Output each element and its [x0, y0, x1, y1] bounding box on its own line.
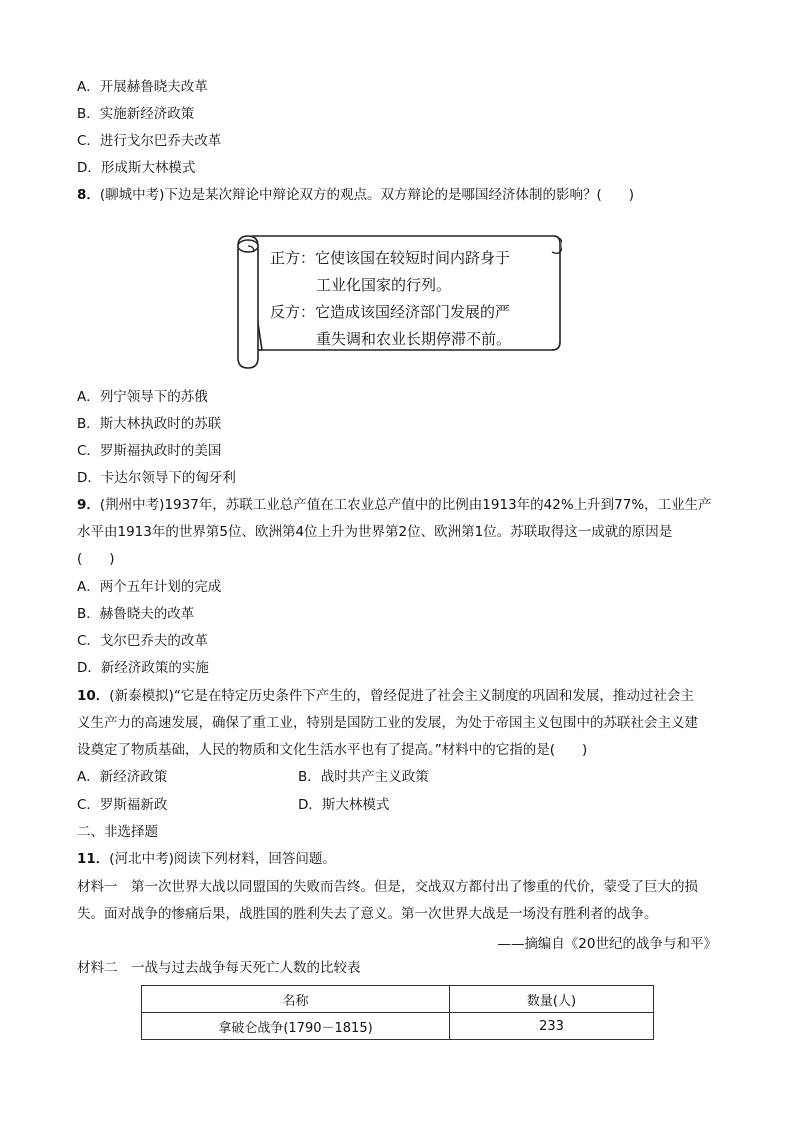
q7-option-c: C．进行戈尔巴乔夫改革	[77, 133, 222, 149]
q9-option-c: C．戈尔巴乔夫的改革	[77, 633, 208, 649]
table-cell-name: 拿破仑战争(1790－1815)	[142, 1013, 450, 1040]
q11-number: 11．	[77, 851, 110, 867]
material1-line-2: 失。面对战争的惨痛后果，战胜国的胜利失去了意义。第一次世界大战是一场没有胜利者的战争。	[77, 906, 658, 922]
q11-stem: (河北中考)阅读下列材料，回答问题。	[109, 851, 336, 867]
q8-option-d: D．卡达尔领导下的匈牙利	[77, 470, 236, 486]
casualty-comparison-table	[141, 985, 654, 1040]
q11-stem-line	[77, 850, 336, 868]
q9-option-b: B．赫鲁晓夫的改革	[77, 606, 195, 622]
q10-number: 10．	[77, 688, 110, 704]
q8-option-a: A．列宁领导下的苏俄	[77, 389, 208, 405]
q7-option-a: A．开展赫鲁晓夫改革	[77, 79, 208, 95]
material1-line-1: 材料一 第一次世界大战以同盟国的失败而告终。但是，交战双方都付出了惨重的代价，蒙受了巨大的损	[77, 879, 698, 895]
q8-stem-line	[77, 186, 634, 204]
q10-stem-line-3: 设奠定了物质基础，人民的物质和文化生活水平也有了提高。”材料中的它指的是( )	[77, 742, 588, 758]
q7-option-d: D．形成斯大林模式	[77, 160, 196, 176]
q9-stem-line-1	[77, 496, 712, 514]
q9-option-a: A．两个五年计划的完成	[77, 579, 222, 595]
q9-stem-line-2: 水平由1913年的世界第5位、欧洲第4位上升为世界第2位、欧洲第1位。苏联取得这一成就的原因是	[77, 524, 673, 540]
scroll-pro-line-1: 正方：它使该国在较短时间内跻身于	[270, 249, 511, 267]
q8-option-c: C．罗斯福执政时的美国	[77, 443, 222, 459]
q9-number: 9．	[77, 497, 100, 513]
q10-stem-line-1	[77, 687, 694, 705]
q10-option-d: D．斯大林模式	[298, 797, 390, 813]
material2-title: 材料二 一战与过去战争每天死亡人数的比较表	[77, 960, 361, 976]
table-row	[142, 1013, 654, 1040]
debate-scroll	[232, 232, 562, 372]
table-header-row	[142, 986, 654, 1013]
scroll-con-line-1: 反方：它造成该国经济部门发展的严	[270, 303, 511, 321]
q9-stem-1: (荆州中考)1937年，苏联工业总产值在工农业总产值中的比例由1913年的42%上升到77%，工业生产	[99, 497, 712, 513]
q10-option-b: B．战时共产主义政策	[298, 769, 429, 785]
material1-source: ——摘编自《20世纪的战争与和平》	[497, 936, 717, 952]
table-header-count: 数量(人)	[450, 986, 654, 1013]
q7-option-b: B．实施新经济政策	[77, 106, 195, 122]
q8-option-b: B．斯大林执政时的苏联	[77, 416, 222, 432]
q8-stem: (聊城中考)下边是某次辩论中辩论双方的观点。双方辩论的是哪国经济体制的影响？( )	[99, 187, 634, 203]
q10-option-c: C．罗斯福新政	[77, 797, 168, 813]
scroll-con-line-2: 重失调和农业长期停滞不前。	[316, 330, 512, 348]
q8-number: 8．	[77, 187, 100, 203]
q10-option-a: A．新经济政策	[77, 769, 168, 785]
q9-option-d: D．新经济政策的实施	[77, 660, 209, 676]
q9-stem-line-3: ( )	[77, 551, 115, 567]
table-cell-count: 233	[450, 1013, 654, 1040]
scroll-pro-line-2: 工业化国家的行列。	[316, 276, 452, 294]
section-heading: 二、非选择题	[77, 824, 158, 840]
q10-stem-line-2: 义生产力的高速发展，确保了重工业，特别是国防工业的发展，为处于帝国主义包围中的苏联社会主义建	[77, 715, 698, 731]
table-header-name: 名称	[142, 986, 450, 1013]
q10-stem-1: (新泰模拟)“它是在特定历史条件下产生的，曾经促进了社会主义制度的巩固和发展，推动过社会主	[109, 688, 694, 704]
